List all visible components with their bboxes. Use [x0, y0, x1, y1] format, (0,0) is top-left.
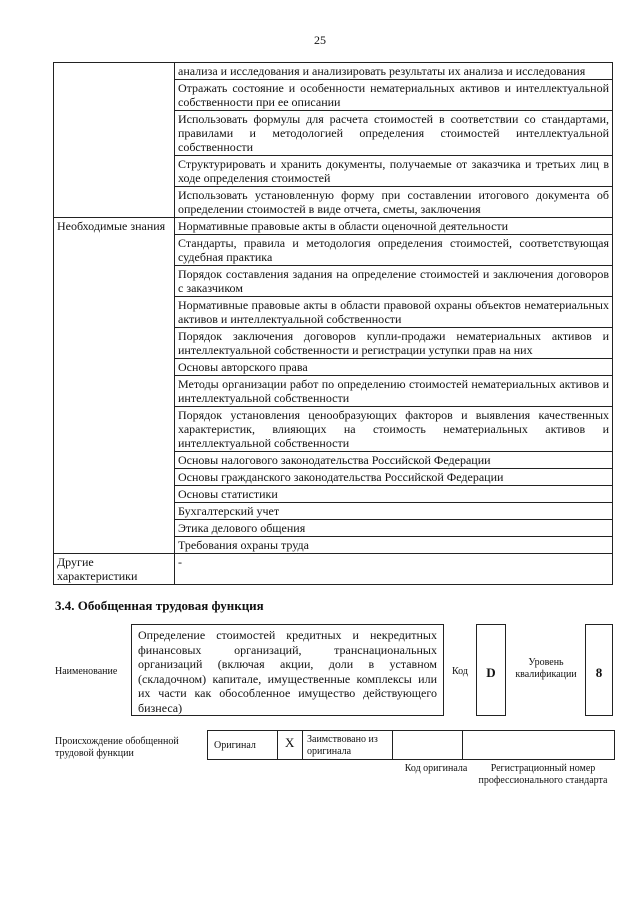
origin-label: Происхождение обобщенной трудовой функции [55, 736, 179, 759]
row-item: Отражать состояние и особенности нематериальных активов и интеллектуальной собственности при ее описании [175, 80, 613, 111]
row-item: Основы гражданского законодательства Российской Федерации [175, 469, 613, 486]
row-item: Этика делового общения [175, 520, 613, 537]
row-item: Основы статистики [175, 486, 613, 503]
code-label: Код [452, 666, 468, 677]
row-item: Использовать формулы для расчета стоимостей в соответствии со стандартами, правилами и методологией определения стоимостей интеллектуальной собственности [175, 111, 613, 156]
page-number: 25 [314, 33, 326, 47]
table-row [54, 554, 613, 585]
row-item: Порядок заключения договоров купли-продажи нематериальных активов и интеллектуальной собственности и регистрации уступки прав на них [175, 328, 613, 359]
row-item: Порядок установления ценообразующих факторов и выявления качественных характеристик, влияющих на стоимость нематериальных активов и интеллектуальной собственности [175, 407, 613, 452]
code-original-cell [393, 731, 463, 759]
row-item: Требования охраны труда [175, 537, 613, 554]
name-label: Наименование [55, 666, 118, 677]
row-item: Основы авторского права [175, 359, 613, 376]
row-label: Другие характеристики [54, 554, 175, 585]
row-item: Стандарты, правила и методология определения стоимостей, соответствующая судебная практика [175, 235, 613, 266]
row-item: Бухгалтерский учет [175, 503, 613, 520]
knowledge-table [53, 62, 613, 585]
section-heading: 3.4. Обобщенная трудовая функция [55, 598, 264, 613]
code-value: D [476, 624, 506, 716]
reg-number-cell [463, 731, 614, 759]
row-item: Нормативные правовые акты в области оценочной деятельности [175, 218, 613, 235]
level-value: 8 [585, 624, 613, 716]
level-label: Уровень квалификации [515, 657, 577, 680]
row-item: Методы организации работ по определению стоимостей нематериальных активов и интеллектуальной собственности [175, 376, 613, 407]
row-item: Использовать установленную форму при составлении итогового документа об определении стоимостей в виде отчета, сметы, заключения [175, 187, 613, 218]
row-item: Нормативные правовые акты в области правовой охраны объектов нематериальных активов и интеллектуальной собственности [175, 297, 613, 328]
borrowed-cell [303, 731, 393, 759]
origin-row [207, 730, 615, 760]
table-row [54, 63, 613, 80]
row-item: Структурировать и хранить документы, получаемые от заказчика и третьих лиц в ходе определения стоимостей [175, 156, 613, 187]
table-row [54, 218, 613, 235]
original-cell [208, 731, 278, 759]
borrowed-label: Заимствовано из оригинала [307, 734, 378, 757]
row-item: - [175, 554, 613, 585]
code-original-label: Код оригинала [404, 763, 468, 774]
row-item: Основы налогового законодательства Российской Федерации [175, 452, 613, 469]
original-mark: X [285, 735, 295, 750]
row-label [54, 63, 175, 218]
original-label: Оригинал [214, 740, 256, 751]
row-item: Порядок составления задания на определение стоимостей и заключения договоров с заказчиком [175, 266, 613, 297]
reg-number-label: Регистрационный номер профессионального стандарта [478, 763, 608, 786]
row-item: анализа и исследования и анализировать результаты их анализа и исследования [175, 63, 613, 80]
original-mark-cell [278, 731, 303, 759]
row-label: Необходимые знания [54, 218, 175, 554]
function-name-box: Определение стоимостей кредитных и некредитных финансовых организаций, транснациональных организаций (включая акции, доли в уставном (складочном) капитале, имущественные комплексы или их части как обособленное имущество действующего бизнеса) [131, 624, 444, 716]
